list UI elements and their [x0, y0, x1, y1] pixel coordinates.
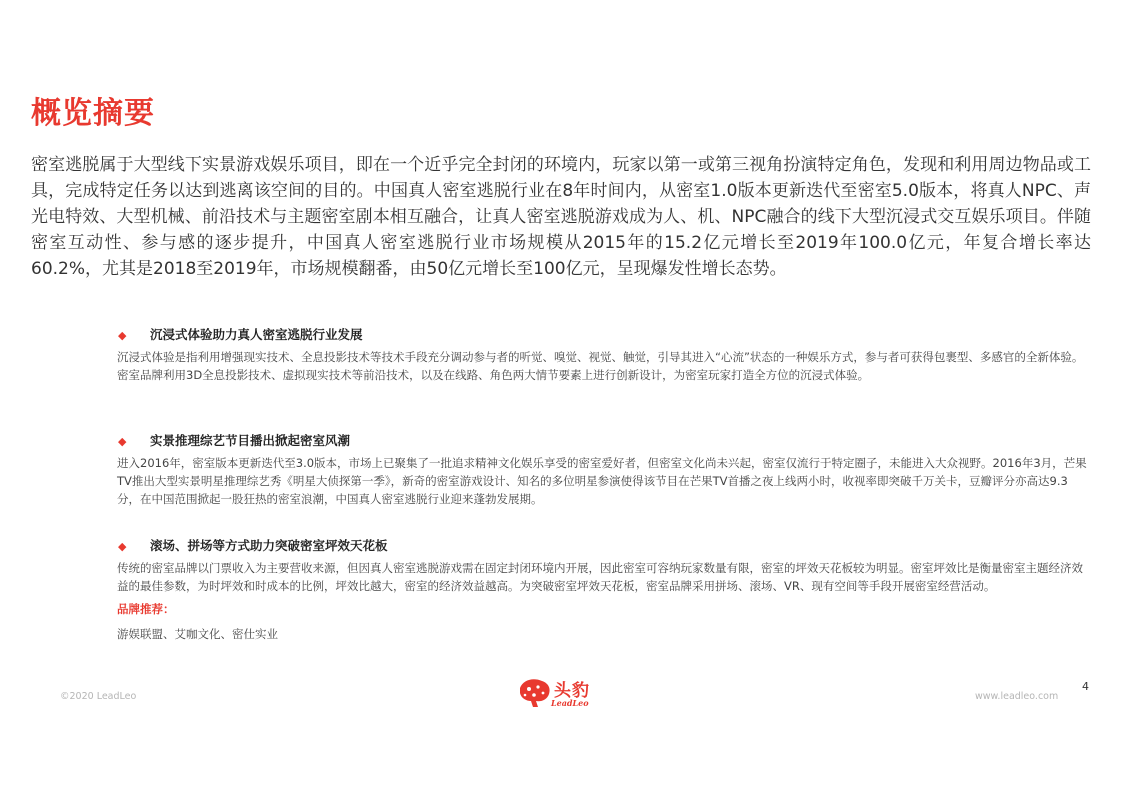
section-heading [117, 537, 1087, 555]
page-number: 4 [1082, 680, 1089, 693]
diamond-bullet-icon: ◆ [118, 329, 127, 342]
copyright-text: ©2020 LeadLeo [60, 691, 137, 702]
intro-paragraph: 密室逃脱属于大型线下实景游戏娱乐项目，即在一个近乎完全封闭的环境内，玩家以第一或第三视角扮演特定角色，发现和利用周边物品或工具，完成特定任务以达到逃离该空间的目的。中国真人密室逃脱行业在8年时间内，从密室1.0版本更新迭代至密室5.0版本，将真人NPC、声光电特效、大型机械、前沿技术与主题密室剧本相互融合，让真人密室逃脱游戏成为人、机、NPC融合的线下大型沉浸式交互娱乐项目。伴随密室互动性、参与感的逐步提升，中国真人密室逃脱行业市场规模从2015年的15.2亿元增长至2019年100.0亿元，年复合增长率达60.2%，尤其是2018至2019年，市场规模翻番，由50亿元增长至100亿元，呈现爆发性增长态势。 [31, 155, 1091, 279]
section-immersive [117, 326, 1087, 384]
diamond-bullet-icon: ◆ [118, 435, 127, 448]
section-heading-text: 实景推理综艺节目播出掀起密室风潮 [150, 433, 351, 448]
leadleo-logo [517, 674, 609, 710]
brand-recommendation-label: 品牌推荐： [117, 602, 175, 616]
section-heading [117, 326, 1087, 344]
section-heading [117, 432, 1087, 450]
website-text: www.leadleo.com [975, 691, 1059, 702]
leopard-icon [517, 674, 553, 710]
diamond-bullet-icon: ◆ [118, 540, 127, 553]
brand-list: 游娱联盟、艾咖文化、密仕实业 [117, 627, 278, 641]
page-title: 概览摘要 [31, 96, 155, 131]
section-body: 传统的密室品牌以门票收入为主要营收来源，但因真人密室逃脱游戏需在固定封闭环境内开展，因此密室可容纳玩家数量有限，密室的坪效天花板较为明显。密室坪效比是衡量密室主题经济效益的最佳参数，为时坪效和时成本的比例，坪效比越大，密室的经济效益越高。为突破密室坪效天花板，密室品牌采用拼场、滚场、VR、现有空间等手段开展密室经营活动。 [117, 561, 1083, 593]
section-efficiency [117, 537, 1087, 643]
logo-text: 头豹 [554, 681, 590, 701]
section-body: 进入2016年，密室版本更新迭代至3.0版本，市场上已聚集了一批追求精神文化娱乐享受的密室爱好者，但密室文化尚未兴起，密室仅流行于特定圈子，未能进入大众视野。2016年3月，芒果TV推出大型实景明星推理综艺秀《明星大侦探第一季》，新奇的密室游戏设计、知名的多位明星参演使得该节目在芒果TV首播之夜上线两小时，收视率即突破千万关卡，豆瓣评分亦高达9.3分，在中国范围掀起一股狂热的密室浪潮，中国真人密室逃脱行业迎来蓬勃发展期。 [117, 456, 1087, 506]
section-heading-text: 沉浸式体验助力真人密室逃脱行业发展 [150, 327, 363, 342]
logo-subtext: LeadLeo [551, 698, 589, 708]
section-body: 沉浸式体验是指利用增强现实技术、全息投影技术等技术手段充分调动参与者的听觉、嗅觉、视觉、触觉，引导其进入“心流”状态的一种娱乐方式，参与者可获得包裹型、多感官的全新体验。密室品牌利用3D全息投影技术、虚拟现实技术等前沿技术，以及在线路、角色两大情节要素上进行创新设计，为密室玩家打造全方位的沉浸式体验。 [117, 350, 1084, 382]
section-heading-text: 滚场、拼场等方式助力突破密室坪效天花板 [150, 538, 388, 553]
section-variety-show [117, 432, 1087, 508]
